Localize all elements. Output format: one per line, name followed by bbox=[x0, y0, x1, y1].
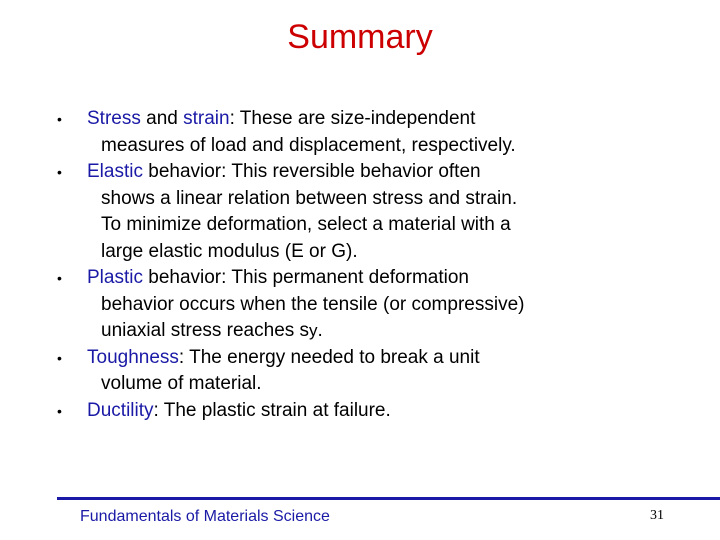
term-strain: strain bbox=[183, 108, 230, 129]
list-item-stress-strain bbox=[57, 106, 637, 159]
page-number: 31 bbox=[650, 508, 664, 523]
bullet-line bbox=[87, 398, 637, 425]
bullet-line bbox=[87, 106, 637, 133]
term-plastic: Plastic bbox=[87, 267, 143, 288]
list-item-ductility bbox=[57, 398, 637, 425]
list-item-toughness bbox=[57, 345, 637, 398]
connector-text: and bbox=[140, 108, 184, 129]
bullet-line bbox=[87, 345, 637, 372]
list-item-elastic bbox=[57, 159, 637, 265]
bullet-period: . bbox=[317, 320, 323, 341]
term-ductility: Ductility bbox=[87, 399, 154, 421]
list-item-plastic bbox=[57, 265, 637, 345]
bullet-text: behavior: This permanent deformation bbox=[142, 267, 469, 288]
summary-list bbox=[57, 106, 637, 424]
bullet-marker: • bbox=[57, 402, 62, 419]
term-stress: Stress bbox=[87, 108, 141, 129]
bullet-continuation: large elastic modulus (E or G). bbox=[101, 240, 358, 262]
bullet-text: : The plastic strain at failure. bbox=[153, 399, 391, 421]
bullet-marker: • bbox=[57, 349, 62, 366]
bullet-continuation: volume of material. bbox=[101, 373, 262, 394]
bullet-continuation: To minimize deformation, select a material with a bbox=[101, 214, 511, 235]
bullet-text: uniaxial stress reaches s bbox=[101, 320, 310, 341]
term-toughness: Toughness bbox=[87, 346, 179, 368]
bullet-marker: • bbox=[57, 164, 62, 180]
bullet-line bbox=[87, 265, 637, 292]
bullet-continuation bbox=[87, 318, 637, 345]
bullet-marker: • bbox=[57, 111, 62, 127]
bullet-continuation: measures of load and displacement, respectively. bbox=[101, 134, 516, 156]
bullet-line bbox=[87, 159, 637, 186]
footer-divider bbox=[57, 497, 720, 500]
slide-title: Summary bbox=[287, 18, 433, 56]
bullet-continuation: shows a linear relation between stress and strain. bbox=[101, 187, 518, 209]
bullet-text: behavior: This reversible behavior often bbox=[142, 161, 481, 182]
bullet-marker: • bbox=[57, 270, 62, 286]
yield-subscript: y bbox=[309, 321, 318, 340]
term-elastic: Elastic bbox=[87, 161, 143, 182]
bullet-text: : The energy needed to break a unit bbox=[178, 346, 480, 368]
bullet-continuation: behavior occurs when the tensile (or compressive) bbox=[101, 293, 525, 315]
footer-course-title: Fundamentals of Materials Science bbox=[80, 508, 330, 525]
bullet-text: : These are size-independent bbox=[229, 108, 476, 129]
